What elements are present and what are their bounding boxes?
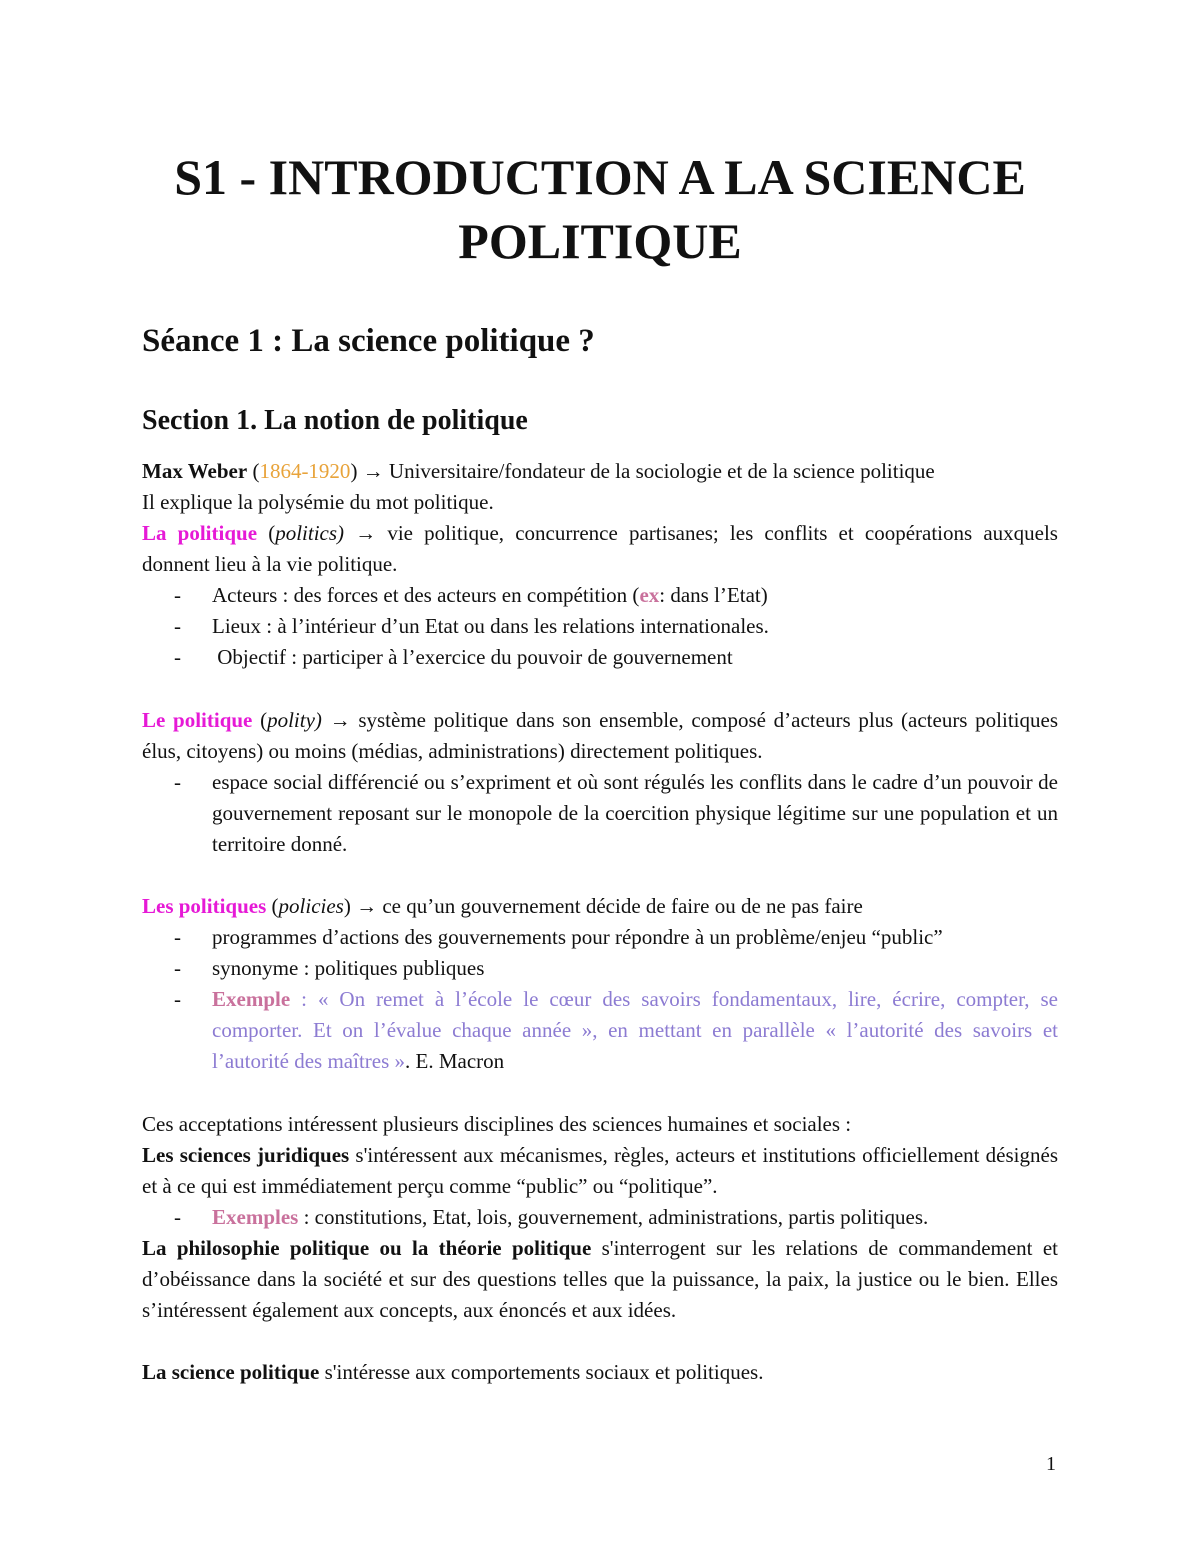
politics-sep: (: [257, 521, 276, 545]
list-item: - espace social différencié ou s’expriment et où sont régulés les conflits dans le cadre d’un pouvoir de gouvernement reposant sur le monopole de la coercition physique légitime sur une population et un territoire donné.: [142, 767, 1058, 860]
polity-term: Le politique: [142, 708, 253, 732]
page-number: 1: [1046, 1453, 1056, 1475]
science-politique-paragraph: [142, 1357, 1058, 1388]
polity-list: [142, 767, 1058, 860]
weber-dates: 1864-1920: [259, 459, 351, 483]
juridiques-def: s'intéressent aux mécanismes, règles, acteurs et institutions officiellement désignés et à ce qui est immédiatement perçu comme “public” ou “politique”.: [142, 1143, 1058, 1198]
list-item: [142, 580, 1058, 611]
list-item: [142, 1202, 1058, 1233]
politics-list: [142, 580, 1058, 673]
weber-name: Max Weber: [142, 459, 248, 483]
list-item: - synonyme : politiques publiques: [142, 953, 1058, 984]
juridiques-list: [142, 1202, 1058, 1233]
science-politique-definition: [142, 1357, 1058, 1388]
acceptations-text: Ces acceptations intéressent plusieurs disciplines des sciences humaines et sociales :: [142, 1112, 852, 1136]
politics-item-1-ex: ex: [639, 583, 660, 607]
polity-english: polity): [267, 708, 322, 732]
weber-line-2: Il explique la polysémie du mot politique.: [142, 490, 494, 514]
juridiques-definition: [142, 1140, 1058, 1202]
policies-example-author: . E. Macron: [405, 1049, 505, 1073]
politics-term: La politique: [142, 521, 258, 545]
section-heading: Section 1. La notion de politique: [142, 405, 528, 436]
policies-paragraph: [142, 891, 1058, 1077]
polity-def: → système politique dans son ensemble, composé d’acteurs plus (acteurs politiques élus, citoyens) ou moins (médias, administrations) directement politiques.: [142, 708, 1059, 763]
list-item: - Lieux : à l’intérieur d’un Etat ou dans les relations internationales.: [142, 611, 1058, 642]
weber-description: ) → Universitaire/fondateur de la sociologie et de la science politique: [350, 459, 935, 483]
juridiques-term: Les sciences juridiques: [142, 1143, 350, 1167]
politics-def: → vie politique, concurrence partisanes; les conflits et coopérations auxquels donnent lieu à la vie politique.: [142, 521, 1058, 576]
politics-item-1-pre: Acteurs : des forces et des acteurs en compétition (: [212, 583, 640, 607]
policies-sep: (: [266, 894, 279, 918]
policies-english: policies: [278, 894, 344, 918]
list-item: [142, 984, 1058, 1077]
juridiques-examples-label: Exemples: [212, 1205, 299, 1229]
seance-heading: Séance 1 : La science politique ?: [142, 323, 595, 359]
policies-definition: [142, 891, 1058, 922]
science-politique-term: La science politique: [142, 1360, 320, 1384]
policies-term: Les politiques: [142, 894, 267, 918]
polity-definition: [142, 705, 1058, 767]
politics-item-1-post: : dans l’Etat): [659, 583, 768, 607]
policies-list: [142, 922, 1058, 1077]
politics-definition: [142, 518, 1058, 580]
disciplines-paragraph: [142, 1109, 1058, 1326]
policies-def: ) → ce qu’un gouvernement décide de faire ou de ne pas faire: [343, 894, 863, 918]
list-item: - Objectif : participer à l’exercice du pouvoir de gouvernement: [142, 642, 1058, 673]
polity-paragraph: [142, 705, 1058, 860]
policies-example-label: Exemple: [212, 987, 291, 1011]
weber-paragraph: [142, 456, 1058, 518]
polity-sep: (: [252, 708, 268, 732]
title-line-1: S1 - INTRODUCTION A LA SCIENCE: [174, 149, 1026, 205]
philosophie-definition: [142, 1233, 1058, 1326]
weber-open: (: [247, 459, 260, 483]
juridiques-examples-text: : constitutions, Etat, lois, gouvernement, administrations, partis politiques.: [298, 1205, 929, 1229]
politics-paragraph: [142, 518, 1058, 673]
philosophie-def: s'interrogent sur les relations de commandement et d’obéissance dans la société et sur des questions telles que la puissance, la paix, la justice ou le bien. Elles s’intéressent également aux concepts, aux énoncés et aux idées.: [142, 1236, 1058, 1322]
science-politique-def: s'intéresse aux comportements sociaux et politiques.: [319, 1360, 764, 1384]
policies-example-quote: : « On remet à l’école le cœur des savoirs fondamentaux, lire, écrire, compter, se comporter. Et on l’évalue chaque année », en mettant en parallèle « l’autorité des savoirs et l’autorité des maîtres »: [212, 987, 1058, 1073]
list-item: - programmes d’actions des gouvernements pour répondre à un problème/enjeu “public”: [142, 922, 1058, 953]
philosophie-term: La philosophie politique ou la théorie politique: [142, 1236, 592, 1260]
politics-english: politics): [275, 521, 345, 545]
weber-line: [142, 456, 1058, 487]
title-line-2: POLITIQUE: [458, 213, 742, 269]
